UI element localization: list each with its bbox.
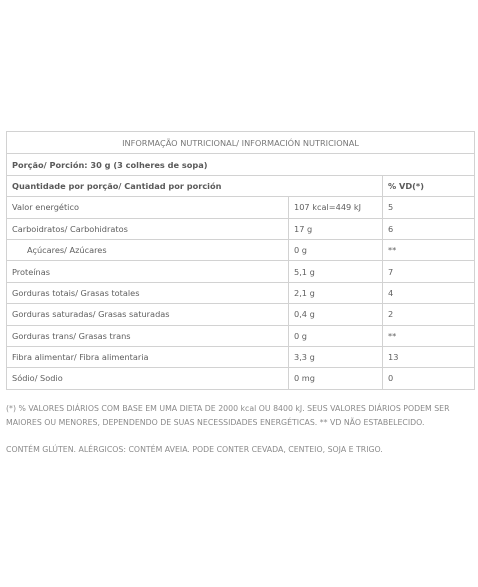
table-row bbox=[7, 197, 475, 218]
nutrient-name: Fibra alimentar/ Fibra alimentaria bbox=[7, 346, 289, 367]
nutrient-vd: 4 bbox=[383, 282, 475, 303]
nutrient-name: Valor energético bbox=[7, 197, 289, 218]
portion-row bbox=[7, 154, 475, 175]
nutrient-name: Gorduras totais/ Grasas totales bbox=[7, 282, 289, 303]
nutrient-amount: 0 mg bbox=[289, 368, 383, 389]
nutrient-vd: ** bbox=[383, 325, 475, 346]
table-row bbox=[7, 346, 475, 367]
nutrient-name: Gorduras saturadas/ Grasas saturadas bbox=[7, 304, 289, 325]
nutrient-vd: 0 bbox=[383, 368, 475, 389]
allergen-statement: CONTÉM GLÚTEN. ALÉRGICOS: CONTÉM AVEIA. PODE CONTER CEVADA, CENTEIO, SOJA E TRIGO. bbox=[6, 445, 383, 454]
nutrient-vd: ** bbox=[383, 239, 475, 260]
nutrient-name: Sódio/ Sodio bbox=[7, 368, 289, 389]
table-title-row bbox=[7, 132, 475, 154]
nutrition-facts-table bbox=[6, 131, 475, 390]
nutrient-vd: 13 bbox=[383, 346, 475, 367]
table-title: INFORMAÇÃO NUTRICIONAL/ INFORMACIÓN NUTRICIONAL bbox=[7, 132, 475, 154]
table-row bbox=[7, 261, 475, 282]
table-row bbox=[7, 239, 475, 260]
nutrient-amount: 17 g bbox=[289, 218, 383, 239]
nutrient-vd: 5 bbox=[383, 197, 475, 218]
header-row bbox=[7, 175, 475, 196]
nutrient-amount: 0 g bbox=[289, 239, 383, 260]
vd-header: % VD(*) bbox=[383, 175, 475, 196]
daily-values-footnote: (*) % VALORES DIÁRIOS COM BASE EM UMA DIETA DE 2000 kcal OU 8400 kJ. SEUS VALORES DIÁRIOS PODEM SER MAIORES OU MENORES, DEPENDENDO DE SUAS NECESSIDADES ENERGÉTICAS. ** VD NÃO ESTABELECIDO. bbox=[6, 404, 450, 427]
nutrient-amount: 0,4 g bbox=[289, 304, 383, 325]
nutrient-name: Carboidratos/ Carbohidratos bbox=[7, 218, 289, 239]
nutrient-name: Gorduras trans/ Grasas trans bbox=[7, 325, 289, 346]
table-row bbox=[7, 282, 475, 303]
quantity-header: Quantidade por porção/ Cantidad por porción bbox=[7, 175, 383, 196]
table-row bbox=[7, 325, 475, 346]
nutrient-amount: 107 kcal=449 kJ bbox=[289, 197, 383, 218]
nutrient-name: Proteínas bbox=[7, 261, 289, 282]
nutrient-amount: 5,1 g bbox=[289, 261, 383, 282]
table-row bbox=[7, 304, 475, 325]
nutrient-name: Açúcares/ Azúcares bbox=[7, 239, 289, 260]
nutrient-vd: 7 bbox=[383, 261, 475, 282]
table-row bbox=[7, 218, 475, 239]
nutrient-vd: 2 bbox=[383, 304, 475, 325]
portion-label: Porção/ Porción: 30 g (3 colheres de sopa) bbox=[7, 154, 475, 175]
table-row bbox=[7, 368, 475, 389]
nutrient-vd: 6 bbox=[383, 218, 475, 239]
nutrient-amount: 2,1 g bbox=[289, 282, 383, 303]
nutrient-amount: 0 g bbox=[289, 325, 383, 346]
nutrient-amount: 3,3 g bbox=[289, 346, 383, 367]
